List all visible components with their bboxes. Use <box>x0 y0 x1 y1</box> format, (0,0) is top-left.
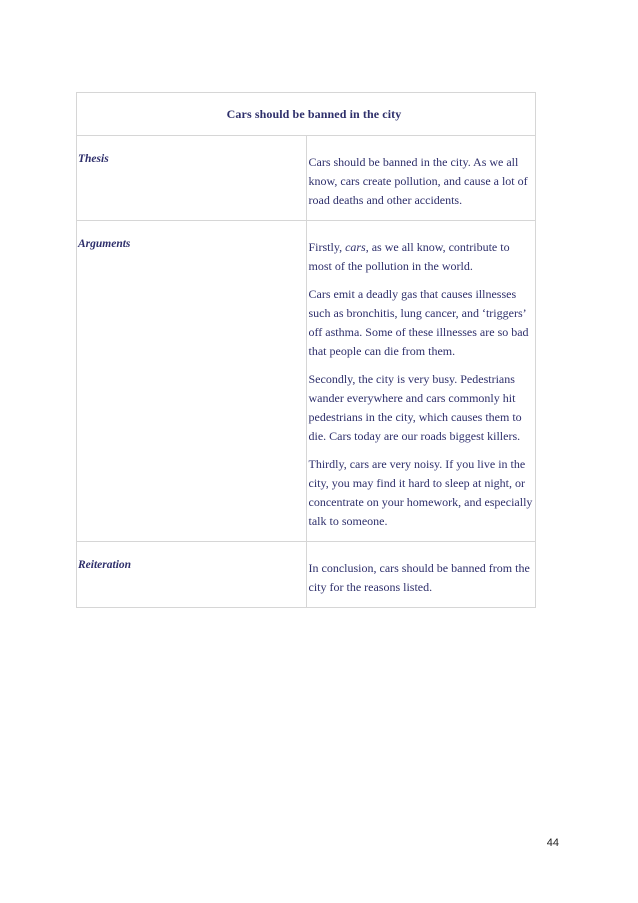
argument-paragraph-3: Secondly, the city is very busy. Pedestrians wander everywhere and cars commonly hit pedestrians in the city, which causes them to die. Cars today are our roads biggest killers. <box>308 372 522 443</box>
table-title-row <box>77 93 536 136</box>
row-content-reiteration <box>306 542 536 608</box>
reiteration-paragraph: In conclusion, cars should be banned from the city for the reasons listed. <box>308 561 530 594</box>
row-label-reiteration: Reiteration <box>78 559 132 571</box>
argument-paragraph-2: Cars emit a deadly gas that causes illnesses such as bronchitis, lung cancer, and ‘triggers’ off asthma. Some of these illnesses are so bad that people can die from them. <box>308 287 529 358</box>
argument-1-start: Firstly, <box>308 240 346 254</box>
row-label-arguments: Arguments <box>78 238 131 250</box>
argument-1-emphasis: cars <box>345 240 366 254</box>
row-content-arguments <box>306 221 536 542</box>
argument-paragraph-4: Thirdly, cars are very noisy. If you live in the city, you may find it hard to sleep at night, or concentrate on your homework, and especially talk to someone. <box>308 457 533 528</box>
row-label-cell <box>77 221 307 542</box>
table-title: Cars should be banned in the city <box>226 107 402 121</box>
row-content-thesis <box>306 136 536 221</box>
argument-table <box>76 92 536 608</box>
row-label-thesis: Thesis <box>78 153 109 165</box>
thesis-paragraph: Cars should be banned in the city. As we all know, cars create pollution, and cause a lot of road deaths and other accidents. <box>308 155 528 207</box>
page-number: 44 <box>546 837 559 849</box>
table-row-thesis <box>77 136 536 221</box>
argument-1-end: , as we all know, contribute to most of the pollution in the world. <box>308 240 510 273</box>
row-label-cell <box>77 542 307 608</box>
argument-paragraph-1 <box>309 238 536 276</box>
table-row-reiteration <box>77 542 536 608</box>
table-row-arguments <box>77 221 536 542</box>
row-label-cell <box>77 136 307 221</box>
table-title-cell <box>77 93 536 136</box>
